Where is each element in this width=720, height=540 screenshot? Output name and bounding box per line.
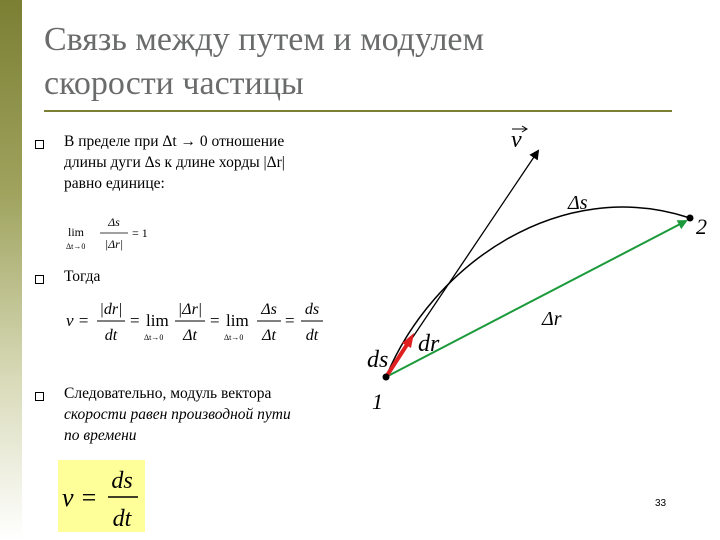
bullet-1-line-2: длины дуги Δs к длине хорды |Δr| (64, 154, 285, 171)
formula2-eq-1: = (130, 311, 140, 330)
formula2-t3-num: Δs (261, 301, 277, 318)
slide-number: 33 (655, 498, 667, 509)
bullet-1-line-1: В пределе при Δt → 0 отношение (64, 133, 285, 150)
formula2-lim-2: lim (226, 311, 249, 330)
title-line-1: Связь между путем и модулем (44, 21, 485, 58)
title-line-2: скорости частицы (44, 65, 304, 102)
formula-limit-ratio (66, 212, 166, 258)
bullet-square-icon (35, 392, 44, 401)
formula2-lim-1: lim (146, 311, 169, 330)
formula1-lim: lim (68, 225, 85, 239)
formula-speed-derivative (60, 462, 145, 532)
label-v: v (511, 127, 522, 153)
label-ds: ds (367, 347, 389, 373)
slide-title (44, 18, 644, 106)
formula1-sub: Δt→0 (66, 242, 86, 251)
bullet-3-line-3: по времени (64, 427, 137, 444)
label-dr: dr (418, 331, 440, 357)
formula1-rhs: = 1 (132, 226, 148, 240)
bullet-3-line-2: скорости равен производной пути (64, 406, 291, 423)
bullet-3-line-1: Следовательно, модуль вектора (64, 385, 272, 402)
point-2 (687, 215, 694, 222)
bullet-2-text (64, 266, 100, 287)
bullet-square-icon (35, 275, 44, 284)
formula2-t1-num: |dr| (99, 301, 123, 318)
formula3-v: v = (62, 483, 98, 512)
formula2-t2-den: Δt (183, 327, 197, 344)
formula2-t3-den: Δt (262, 327, 276, 344)
formula3-num: ds (111, 468, 133, 494)
title-underline (44, 110, 672, 112)
formula2-t4-num: ds (304, 301, 320, 318)
bullet-square-icon (35, 140, 44, 149)
bullet-1-text (64, 131, 285, 194)
formula2-eq-3: = (285, 311, 295, 330)
bullet-2-line-1: Тогда (64, 268, 101, 285)
point-1 (383, 374, 390, 381)
bullet-3-text (64, 383, 291, 446)
formula2-t1-den: dt (104, 327, 118, 344)
label-delta-r: Δr (542, 308, 562, 330)
formula3-den: dt (112, 506, 132, 532)
label-delta-s: Δs (568, 192, 588, 214)
trajectory-diagram (350, 115, 720, 425)
formula2-sub-2: Δt→0 (224, 333, 244, 342)
bullet-1-line-3: равно единице: (64, 175, 165, 192)
formula1-denominator: |Δr| (104, 237, 124, 251)
formula2-v: v = (66, 311, 90, 330)
decorative-side-bar (0, 0, 22, 540)
formula2-t4-den: dt (305, 327, 319, 344)
formula2-sub-1: Δt→0 (144, 333, 164, 342)
label-point-1: 1 (372, 389, 383, 414)
formula2-t2-num: |Δr| (177, 301, 203, 318)
label-point-2: 2 (696, 214, 707, 239)
formula1-numerator: Δs (108, 215, 120, 229)
formula-speed-module (64, 292, 334, 350)
formula2-eq-2: = (210, 311, 220, 330)
